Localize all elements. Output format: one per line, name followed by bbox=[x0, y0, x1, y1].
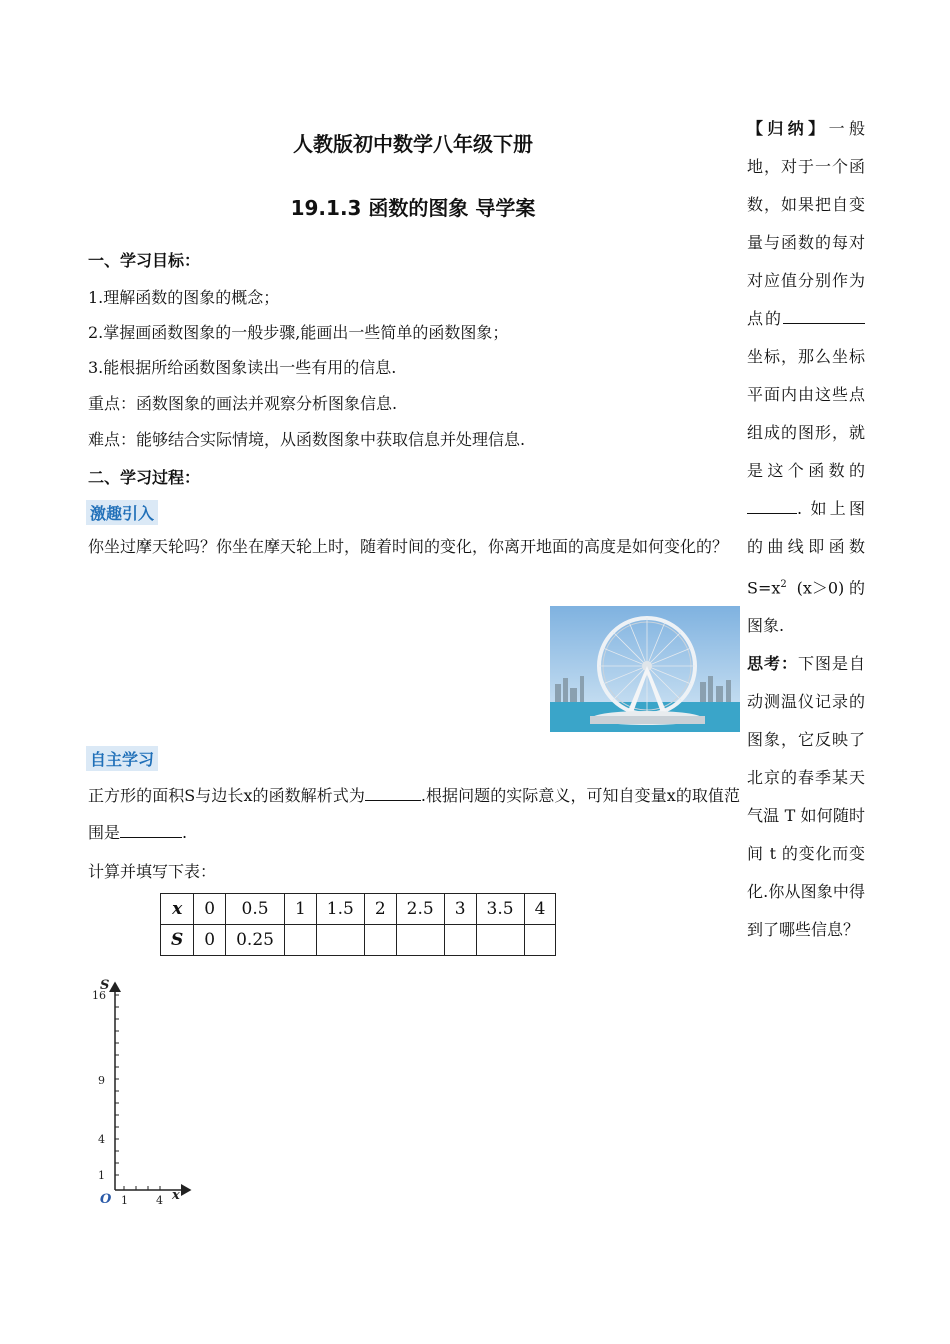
self-study-label: 自主学习 bbox=[86, 746, 158, 771]
answer-blank[interactable] bbox=[120, 821, 182, 838]
ferris-wheel-photo bbox=[550, 606, 740, 732]
table-header-s: S bbox=[161, 925, 194, 956]
table-cell[interactable] bbox=[524, 925, 556, 956]
objectives-heading: 一、学习目标： bbox=[88, 251, 201, 270]
lesson-title: 19.1.3 函数的图象 导学案 bbox=[290, 196, 536, 220]
answer-blank[interactable] bbox=[783, 307, 865, 324]
summary-text-b: 坐标，那么坐标平面内由这些点组成的图形，就是这个函数的 bbox=[747, 347, 865, 480]
process-heading: 二、学习过程： bbox=[88, 468, 201, 487]
y-tick-label: 9 bbox=[98, 1074, 105, 1087]
table-cell: 2 bbox=[364, 894, 396, 925]
table-cell: 0.25 bbox=[226, 925, 285, 956]
sidebar-summary bbox=[747, 110, 865, 949]
answer-blank[interactable] bbox=[747, 497, 797, 514]
y-tick-label: 16 bbox=[92, 989, 106, 1002]
x-tick-label: 4 bbox=[156, 1194, 163, 1207]
think-label: 思考： bbox=[747, 654, 798, 674]
table-cell[interactable] bbox=[444, 925, 476, 956]
x-axis-label: x bbox=[172, 1188, 180, 1203]
table-cell[interactable] bbox=[364, 925, 396, 956]
document-title: 人教版初中数学八年级下册 bbox=[293, 132, 533, 156]
answer-blank[interactable] bbox=[365, 784, 421, 801]
table-cell: 1.5 bbox=[316, 894, 364, 925]
objective-item: 2.掌握画函数图象的一般步骤,能画出一些简单的函数图象； bbox=[88, 323, 509, 342]
intro-question: 你坐过摩天轮吗？你坐在摩天轮上时，随着时间的变化，你离开地面的高度是如何变化的？ bbox=[88, 537, 729, 556]
coordinate-axes bbox=[90, 975, 200, 1210]
table-prompt: 计算并填写下表： bbox=[88, 862, 217, 881]
table-cell[interactable] bbox=[284, 925, 316, 956]
y-axis-label: S bbox=[100, 978, 110, 993]
y-tick-label: 1 bbox=[98, 1169, 105, 1182]
self-study-text-b: .根据问题的实际意义，可知自变量x的取值范围是 bbox=[88, 786, 740, 842]
x-tick-label: 1 bbox=[121, 1194, 128, 1207]
table-cell: 3.5 bbox=[476, 894, 524, 925]
summary-label: 【归纳】 bbox=[747, 119, 829, 138]
summary-text-a: 一般地，对于一个函数，如果把自变量与函数的每对对应值分别作为点的 bbox=[747, 119, 865, 328]
key-point: 重点：函数图象的画法并观察分析图象信息. bbox=[88, 394, 398, 413]
table-cell: 0 bbox=[194, 925, 226, 956]
difficulty: 难点：能够结合实际情境，从函数图象中获取信息并处理信息. bbox=[88, 430, 526, 449]
intro-section-label: 激趣引入 bbox=[86, 500, 158, 525]
objective-item: 1.理解函数的图象的概念； bbox=[88, 288, 280, 307]
table-row-s bbox=[161, 925, 556, 956]
self-study-text-a: 正方形的面积S与边长x的函数解析式为 bbox=[88, 786, 365, 805]
table-cell[interactable] bbox=[316, 925, 364, 956]
summary-text-d: (x＞0)的图象. bbox=[747, 578, 865, 636]
table-cell: 0.5 bbox=[226, 894, 285, 925]
table-cell: 4 bbox=[524, 894, 556, 925]
table-cell[interactable] bbox=[476, 925, 524, 956]
summary-text-c: . 如上图的曲线即函数 S=x bbox=[747, 499, 865, 598]
origin-label: O bbox=[100, 1192, 112, 1207]
objective-item: 3.能根据所给函数图象读出一些有用的信息. bbox=[88, 358, 397, 377]
table-row-x bbox=[161, 894, 556, 925]
table-cell[interactable] bbox=[396, 925, 444, 956]
table-cell: 1 bbox=[284, 894, 316, 925]
table-cell: 3 bbox=[444, 894, 476, 925]
self-study-text bbox=[88, 777, 740, 851]
value-table bbox=[160, 893, 556, 956]
think-text: 下图是自动测温仪记录的图象，它反映了北京的春季某天气温 T 如何随时间 t 的变化而变化.你从图象中得到了哪些信息？ bbox=[747, 654, 865, 940]
summary-exponent: 2 bbox=[780, 579, 787, 590]
table-header-x: x bbox=[161, 894, 194, 925]
self-study-text-c: . bbox=[182, 823, 188, 842]
table-cell: 0 bbox=[194, 894, 226, 925]
y-tick-label: 4 bbox=[98, 1133, 105, 1146]
table-cell: 2.5 bbox=[396, 894, 444, 925]
